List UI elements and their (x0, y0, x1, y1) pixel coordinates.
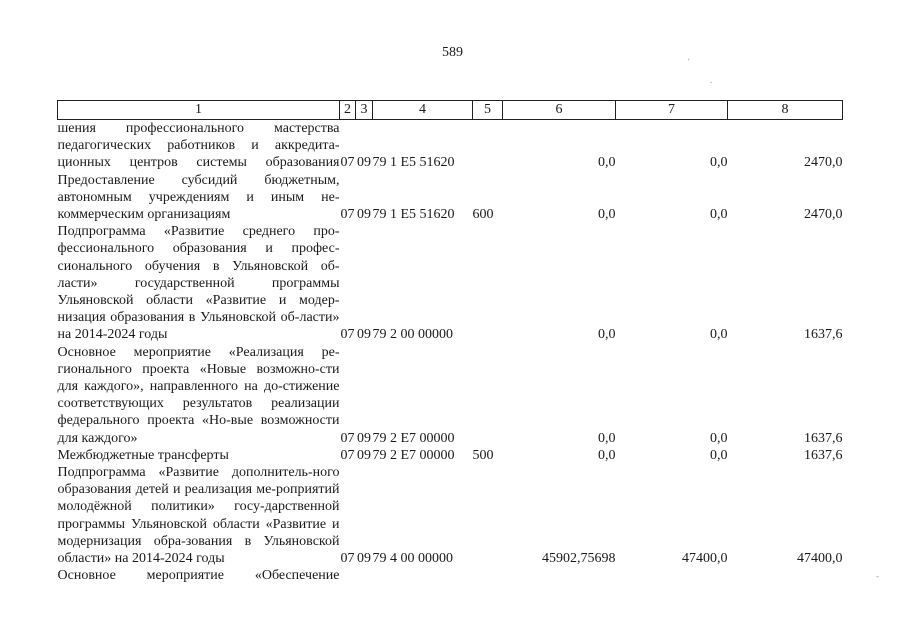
row-target-code: 79 1 E5 51620 (372, 155, 455, 171)
row-expense-type: 500 (472, 447, 494, 463)
row-amount-col7 (616, 567, 728, 584)
table-header (58, 101, 843, 120)
row-subsection: 09 (357, 551, 371, 567)
row-expense-type (473, 464, 503, 567)
row-description: Межбюджетные трансферты (57, 447, 229, 463)
row-expense-type (473, 344, 503, 447)
row-amount-col7: 0,0 (710, 430, 728, 446)
row-subsection (356, 567, 373, 584)
row-amount-col6: 0,0 (598, 155, 616, 171)
header-col-2: 2 (340, 101, 356, 120)
row-description: Основное мероприятие «Реализация ре-гионального проекта «Новые возможно-сти для каждого», направленного на до-стижение соответствующих результатов реализации федерального проекта «Но-вые возможности для каждого» (57, 344, 340, 446)
row-section: 07 (340, 447, 355, 463)
row-target-code: 79 2 E7 00000 (372, 430, 455, 446)
row-description: шения профессионального мастерства педагогических работников и аккредита-ционных центров системы образования (57, 121, 340, 171)
header-col-5: 5 (473, 101, 503, 120)
row-amount-col8: 47400,0 (797, 551, 843, 567)
row-expense-type (473, 567, 503, 584)
row-amount-col8: 2470,0 (804, 155, 843, 171)
header-col-4: 4 (373, 101, 473, 120)
row-expense-type (473, 223, 503, 343)
row-amount-col7: 47400,0 (682, 551, 728, 567)
row-target-code: 79 2 00 00000 (372, 327, 453, 343)
row-amount-col6: 0,0 (598, 430, 616, 446)
row-amount-col8 (728, 567, 843, 584)
row-amount-col6 (503, 567, 616, 584)
scan-speck: ' (688, 57, 690, 67)
row-subsection: 09 (357, 447, 371, 463)
row-subsection: 09 (357, 430, 371, 446)
row-section: 07 (340, 551, 355, 567)
header-col-6: 6 (503, 101, 616, 120)
row-amount-col6: 45902,75698 (542, 551, 616, 567)
row-amount-col8: 1637,6 (804, 327, 843, 343)
row-section (340, 567, 356, 584)
row-description: Подпрограмма «Развитие дополнитель-ного образования детей и реализация ме-роприятий молодёжной политики» госу-дарственной программы Ульяновской области «Развитие и модернизация обра-зования в Ульяновской области» на 2014-2024 годы (57, 465, 340, 567)
table-row (58, 464, 843, 567)
header-col-7: 7 (616, 101, 728, 120)
row-target-code: 79 1 E5 51620 (372, 207, 455, 223)
row-amount-col6: 0,0 (598, 207, 616, 223)
scan-speck: - (876, 571, 879, 581)
row-amount-col7: 0,0 (710, 447, 728, 463)
row-amount-col6: 0,0 (598, 447, 616, 463)
row-expense-type (473, 120, 503, 172)
row-description: Основное мероприятие «Обеспечение (57, 568, 340, 584)
row-expense-type: 600 (472, 207, 494, 223)
row-amount-col7: 0,0 (710, 327, 728, 343)
page-number: 589 (442, 45, 463, 60)
scan-speck: . (710, 75, 713, 85)
row-section: 07 (340, 207, 355, 223)
row-amount-col8: 2470,0 (804, 207, 843, 223)
row-section: 07 (340, 327, 355, 343)
row-subsection: 09 (357, 327, 371, 343)
table-row (58, 172, 843, 224)
header-col-1: 1 (58, 101, 340, 120)
budget-table (57, 100, 843, 584)
table-row (58, 344, 843, 447)
row-amount-col8: 1637,6 (804, 447, 843, 463)
header-col-3: 3 (356, 101, 373, 120)
row-target-code (373, 567, 473, 584)
row-description: Предоставление субсидий бюджетным, автономным учреждениям и иным не-коммерческим организациям (57, 172, 340, 223)
header-row (58, 101, 843, 120)
row-subsection: 09 (357, 207, 371, 223)
header-col-8: 8 (728, 101, 843, 120)
table-row (58, 120, 843, 172)
row-amount-col8: 1637,6 (804, 430, 843, 446)
table-body (58, 120, 843, 585)
row-section: 07 (340, 430, 355, 446)
table-row (58, 567, 843, 584)
table-row (58, 223, 843, 343)
row-amount-col7: 0,0 (710, 207, 728, 223)
row-description: Подпрограмма «Развитие среднего про-фессионального образования и профес-сионального обучения в Ульяновской об-ласти» государственной программы Ульяновской области «Развитие и модер-низация образования в Ульяновской об-ласти» на 2014-2024 годы (57, 224, 340, 343)
row-subsection: 09 (357, 155, 371, 171)
row-amount-col7: 0,0 (710, 155, 728, 171)
row-amount-col6: 0,0 (598, 327, 616, 343)
row-section: 07 (340, 155, 355, 171)
table-row (58, 447, 843, 464)
row-target-code: 79 4 00 00000 (372, 551, 453, 567)
row-target-code: 79 2 E7 00000 (372, 447, 455, 463)
